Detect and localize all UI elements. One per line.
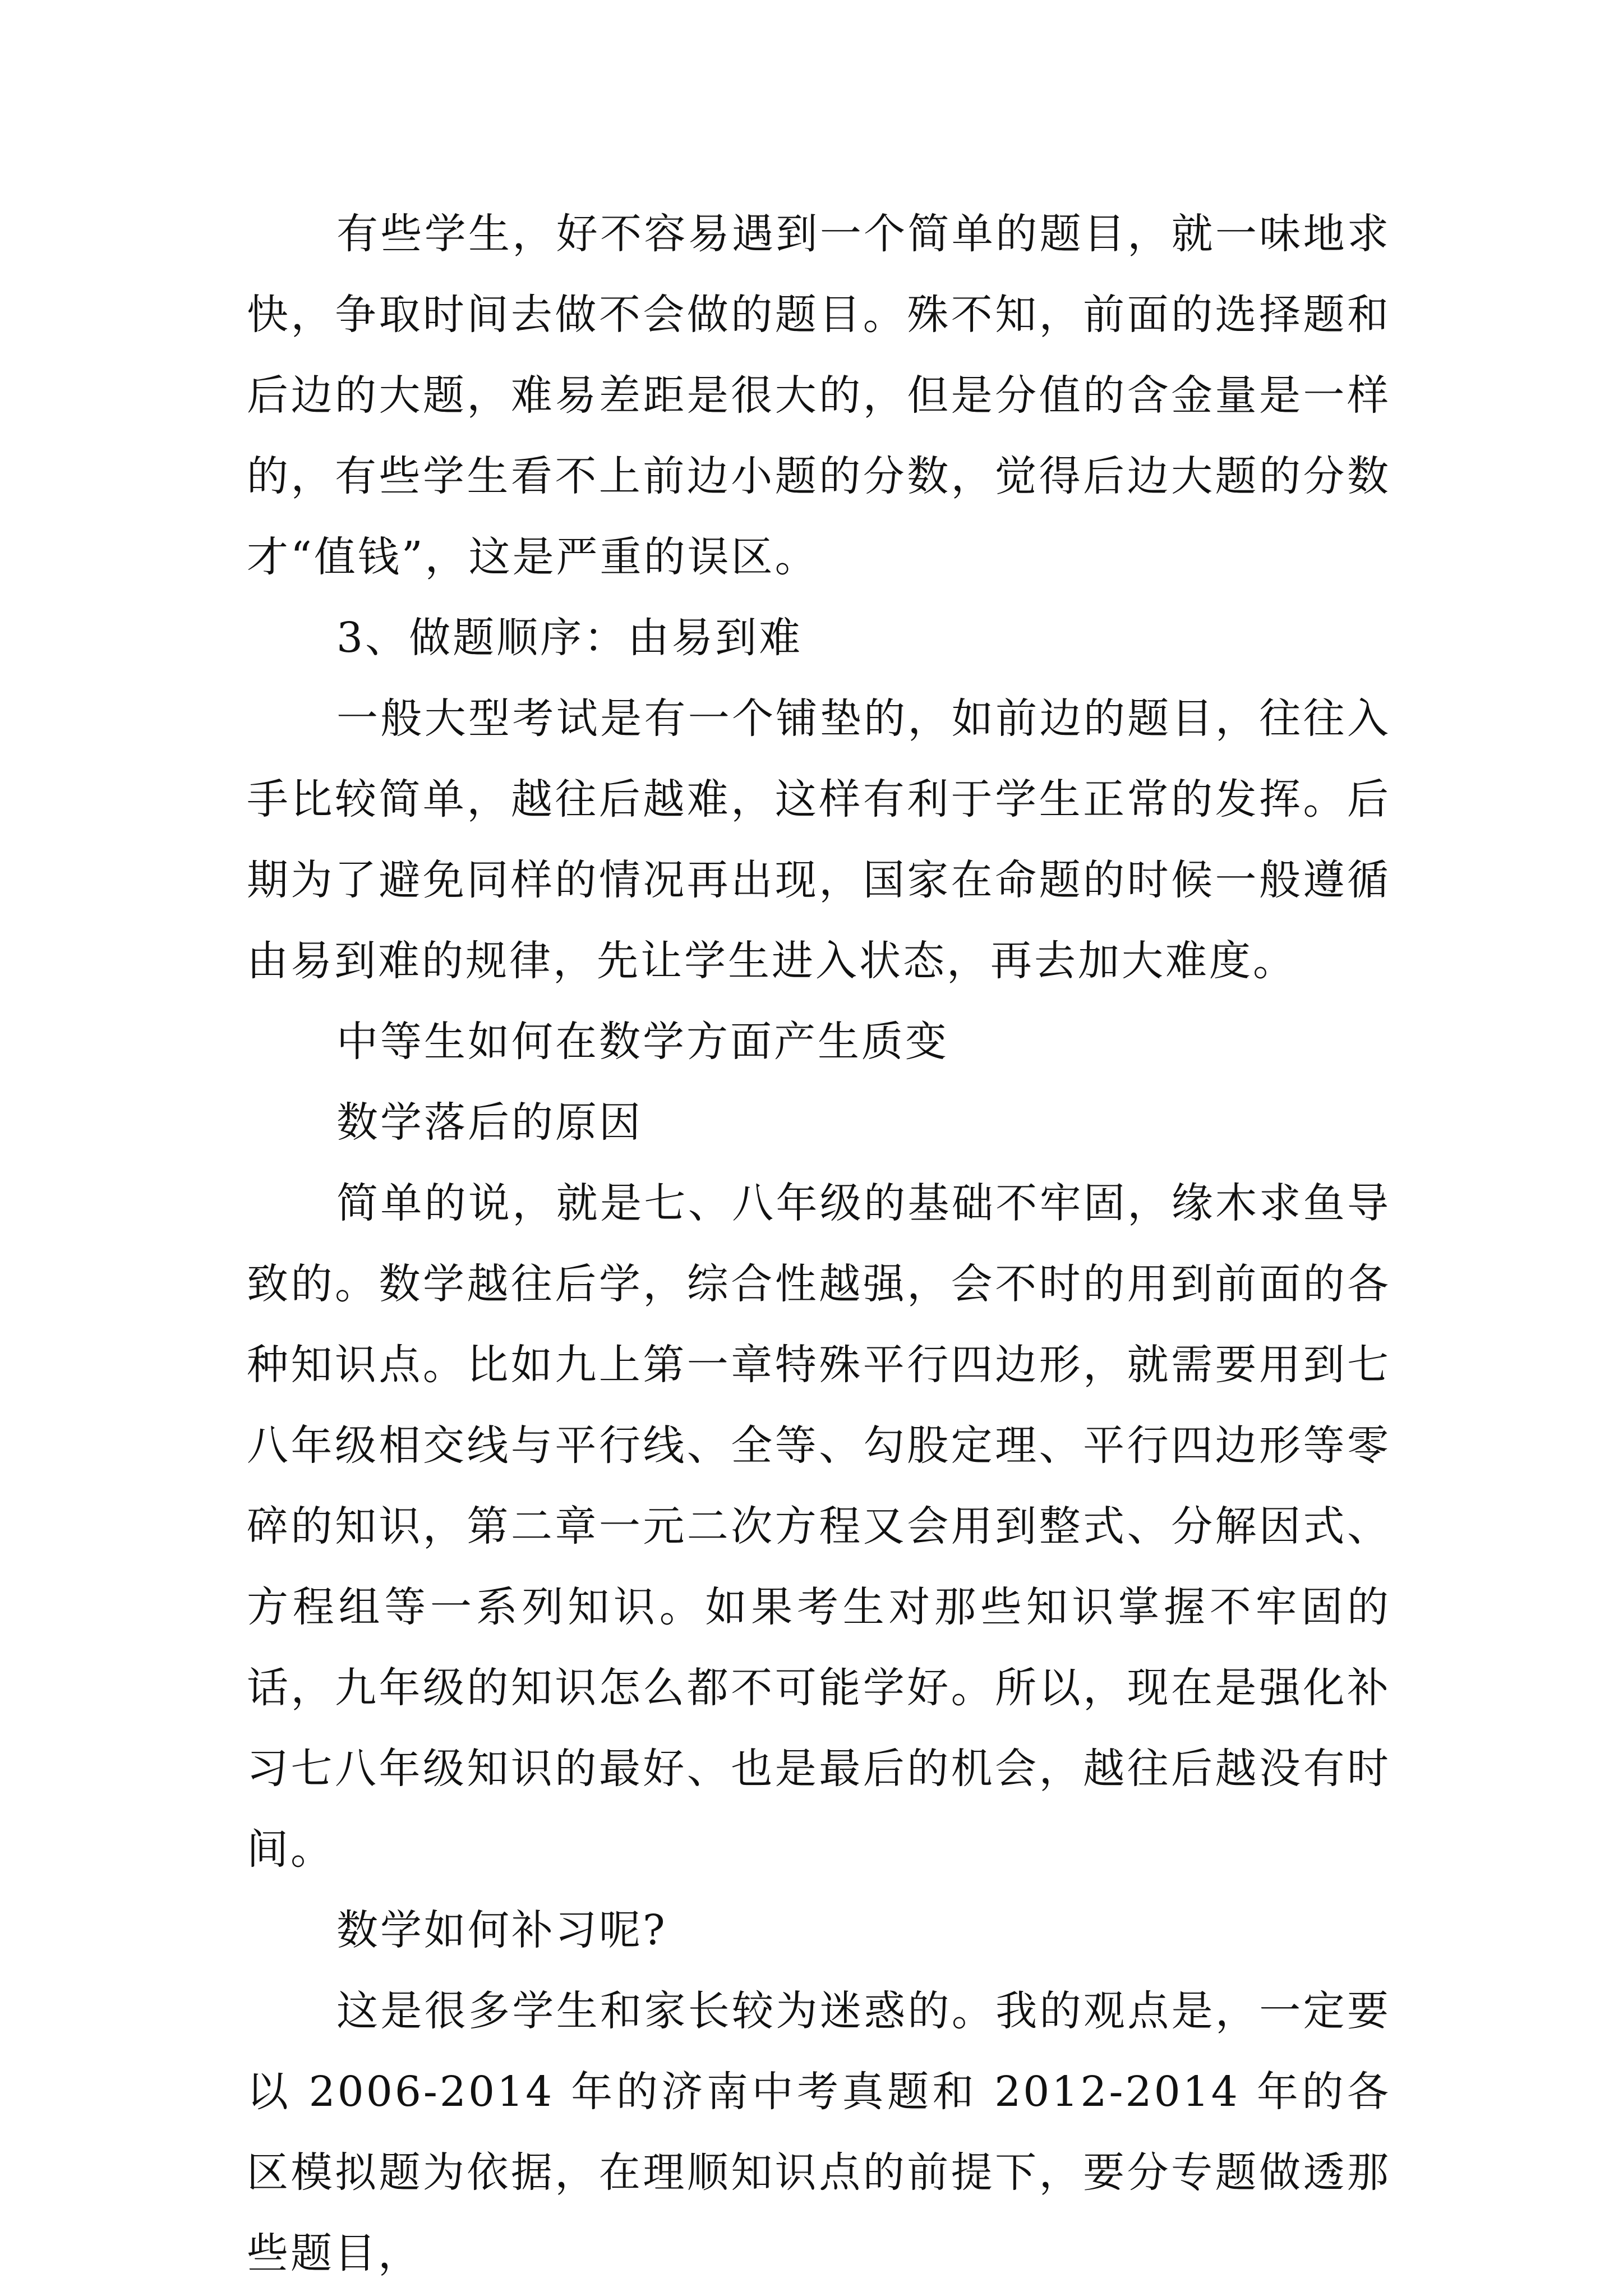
heading-average-student: 中等生如何在数学方面产生质变 [336, 1018, 949, 1066]
heading-reasons-behind: 数学落后的原因 [336, 1098, 643, 1147]
paragraph-exam-structure: 一般大型考试是有一个铺垫的，如前边的题目，往往入手比较简单，越往后越难，这样有利于学生正常的发挥。后期为了避免同样的情况再出现，国家在命题的时候一般遵循由易到难的规律，先让学生进入状态，再去加大难度。 [247, 694, 1391, 985]
paragraph-tutoring-advice: 这是很多学生和家长较为迷惑的。我的观点是，一定要以 2006-2014 年的济南中考真题和 2012-2014 年的各区模拟题为依据，在理顺知识点的前提下，要分专题做透那些题目， [247, 1987, 1391, 2277]
paragraph-fast-answering: 有些学生，好不容易遇到一个简单的题目，就一味地求快，争取时间去做不会做的题目。殊不知，前面的选择题和后边的大题，难易差距是很大的，但是分值的含金量是一样的，有些学生看不上前边小题的分数，觉得后边大题的分数才“值钱”，这是严重的误区。 [247, 210, 1391, 581]
heading-question-order: 3、做题顺序：由易到难 [336, 614, 803, 662]
paragraph-foundation: 简单的说，就是七、八年级的基础不牢固，缘木求鱼导致的。数学越往后学，综合性越强，会不时的用到前面的各种知识点。比如九上第一章特殊平行四边形，就需要用到七八年级相交线与平行线、全等、勾股定理、平行四边形等零碎的知识，第二章一元二次方程又会用到整式、分解因式、方程组等一系列知识。如果考生对那些知识掌握不牢固的话，九年级的知识怎么都不可能学好。所以，现在是强化补习七八年级知识的最好、也是最后的机会，越往后越没有时间。 [247, 1179, 1391, 1874]
document-body [247, 194, 1391, 2294]
heading-how-to-tutor: 数学如何补习呢? [336, 1906, 667, 1954]
